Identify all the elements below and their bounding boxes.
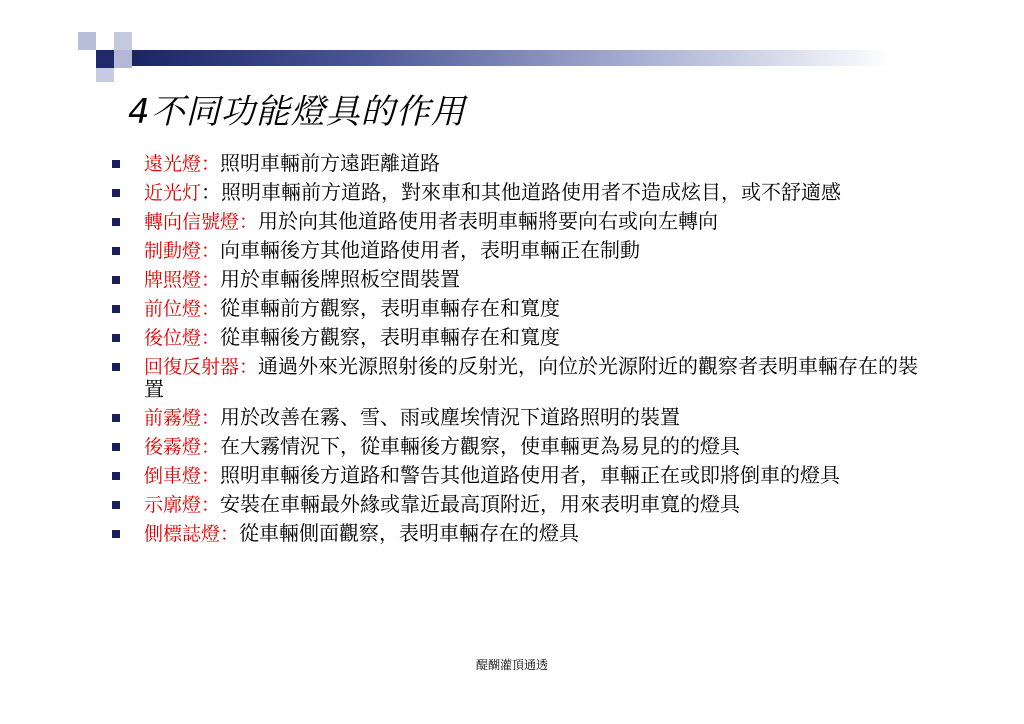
list-item xyxy=(112,268,932,291)
list-item xyxy=(112,464,932,487)
lamp-term: 前位燈： xyxy=(144,298,221,320)
square-bullet-icon xyxy=(112,443,120,451)
header-decor-square xyxy=(78,50,96,68)
header-gradient-bar xyxy=(132,50,892,66)
header-decor-square xyxy=(96,68,114,82)
square-bullet-icon xyxy=(112,189,120,197)
lamp-description: 照明車輛前方遠距離道路 xyxy=(220,151,441,175)
lamp-term: 遠光燈： xyxy=(144,153,221,175)
lamp-term: 後霧燈： xyxy=(144,436,221,458)
lamp-description: 從車輛側面觀察，表明車輛存在的燈具 xyxy=(239,521,580,545)
list-item xyxy=(112,406,932,429)
header-decor-square xyxy=(96,32,114,50)
header-decor-square xyxy=(114,50,132,68)
lamp-term: 轉向信號燈： xyxy=(144,211,259,233)
square-bullet-icon xyxy=(112,414,120,422)
lamp-term: 前霧燈： xyxy=(144,407,221,429)
lamp-term: 近光灯 xyxy=(144,182,202,204)
list-item xyxy=(112,355,932,400)
lamp-term: 牌照燈： xyxy=(144,269,221,291)
lamp-function-list xyxy=(112,152,932,551)
lamp-description: 照明車輛後方道路和警告其他道路使用者，車輛正在或即將倒車的燈具 xyxy=(220,463,841,487)
square-bullet-icon xyxy=(112,276,120,284)
lamp-term: 側標誌燈： xyxy=(144,523,240,545)
square-bullet-icon xyxy=(112,530,120,538)
lamp-description: 用於改善在霧、雪、雨或塵埃情況下道路照明的裝置 xyxy=(220,405,681,429)
lamp-term: 後位燈： xyxy=(144,327,221,349)
square-bullet-icon xyxy=(112,334,120,342)
list-item xyxy=(112,522,932,545)
list-item xyxy=(112,435,932,458)
list-item xyxy=(112,493,932,516)
square-bullet-icon xyxy=(112,160,120,168)
header-decor-square xyxy=(114,32,132,50)
list-item xyxy=(112,210,932,233)
lamp-description: 從車輛後方觀察，表明車輛存在和寬度 xyxy=(220,325,561,349)
square-bullet-icon xyxy=(112,247,120,255)
list-item xyxy=(112,152,932,175)
lamp-term: 回復反射器： xyxy=(144,356,259,378)
list-item xyxy=(112,239,932,262)
lamp-description: ：照明車輛前方道路，對來車和其他道路使用者不造成炫目，或不舒適感 xyxy=(201,180,842,204)
slide-title: 4不同功能燈具的作用 xyxy=(128,92,466,132)
square-bullet-icon xyxy=(112,501,120,509)
header-decor-square xyxy=(96,50,114,68)
lamp-description: 用於車輛後牌照板空間裝置 xyxy=(220,267,461,291)
list-item xyxy=(112,326,932,349)
lamp-description: 在大霧情況下，從車輛後方觀察，使車輛更為易見的的燈具 xyxy=(220,434,741,458)
lamp-term: 倒車燈： xyxy=(144,465,221,487)
square-bullet-icon xyxy=(112,305,120,313)
lamp-term: 示廓燈： xyxy=(144,494,221,516)
list-item xyxy=(112,181,932,204)
list-item xyxy=(112,297,932,320)
slide-footer: 醍醐灌頂通透 xyxy=(475,658,548,672)
lamp-description: 通過外來光源照射後的反射光，向位於光源附近的觀察者表明車輛存在的裝置 xyxy=(144,354,919,401)
square-bullet-icon xyxy=(112,363,120,371)
lamp-description: 用於向其他道路使用者表明車輛將要向右或向左轉向 xyxy=(258,209,719,233)
lamp-term: 制動燈： xyxy=(144,240,221,262)
lamp-description: 安裝在車輛最外緣或靠近最高頂附近，用來表明車寬的燈具 xyxy=(220,492,741,516)
square-bullet-icon xyxy=(112,472,120,480)
lamp-description: 從車輛前方觀察，表明車輛存在和寬度 xyxy=(220,296,561,320)
lamp-description: 向車輛後方其他道路使用者，表明車輛正在制動 xyxy=(220,238,641,262)
square-bullet-icon xyxy=(112,218,120,226)
header-decor-square xyxy=(78,32,96,50)
